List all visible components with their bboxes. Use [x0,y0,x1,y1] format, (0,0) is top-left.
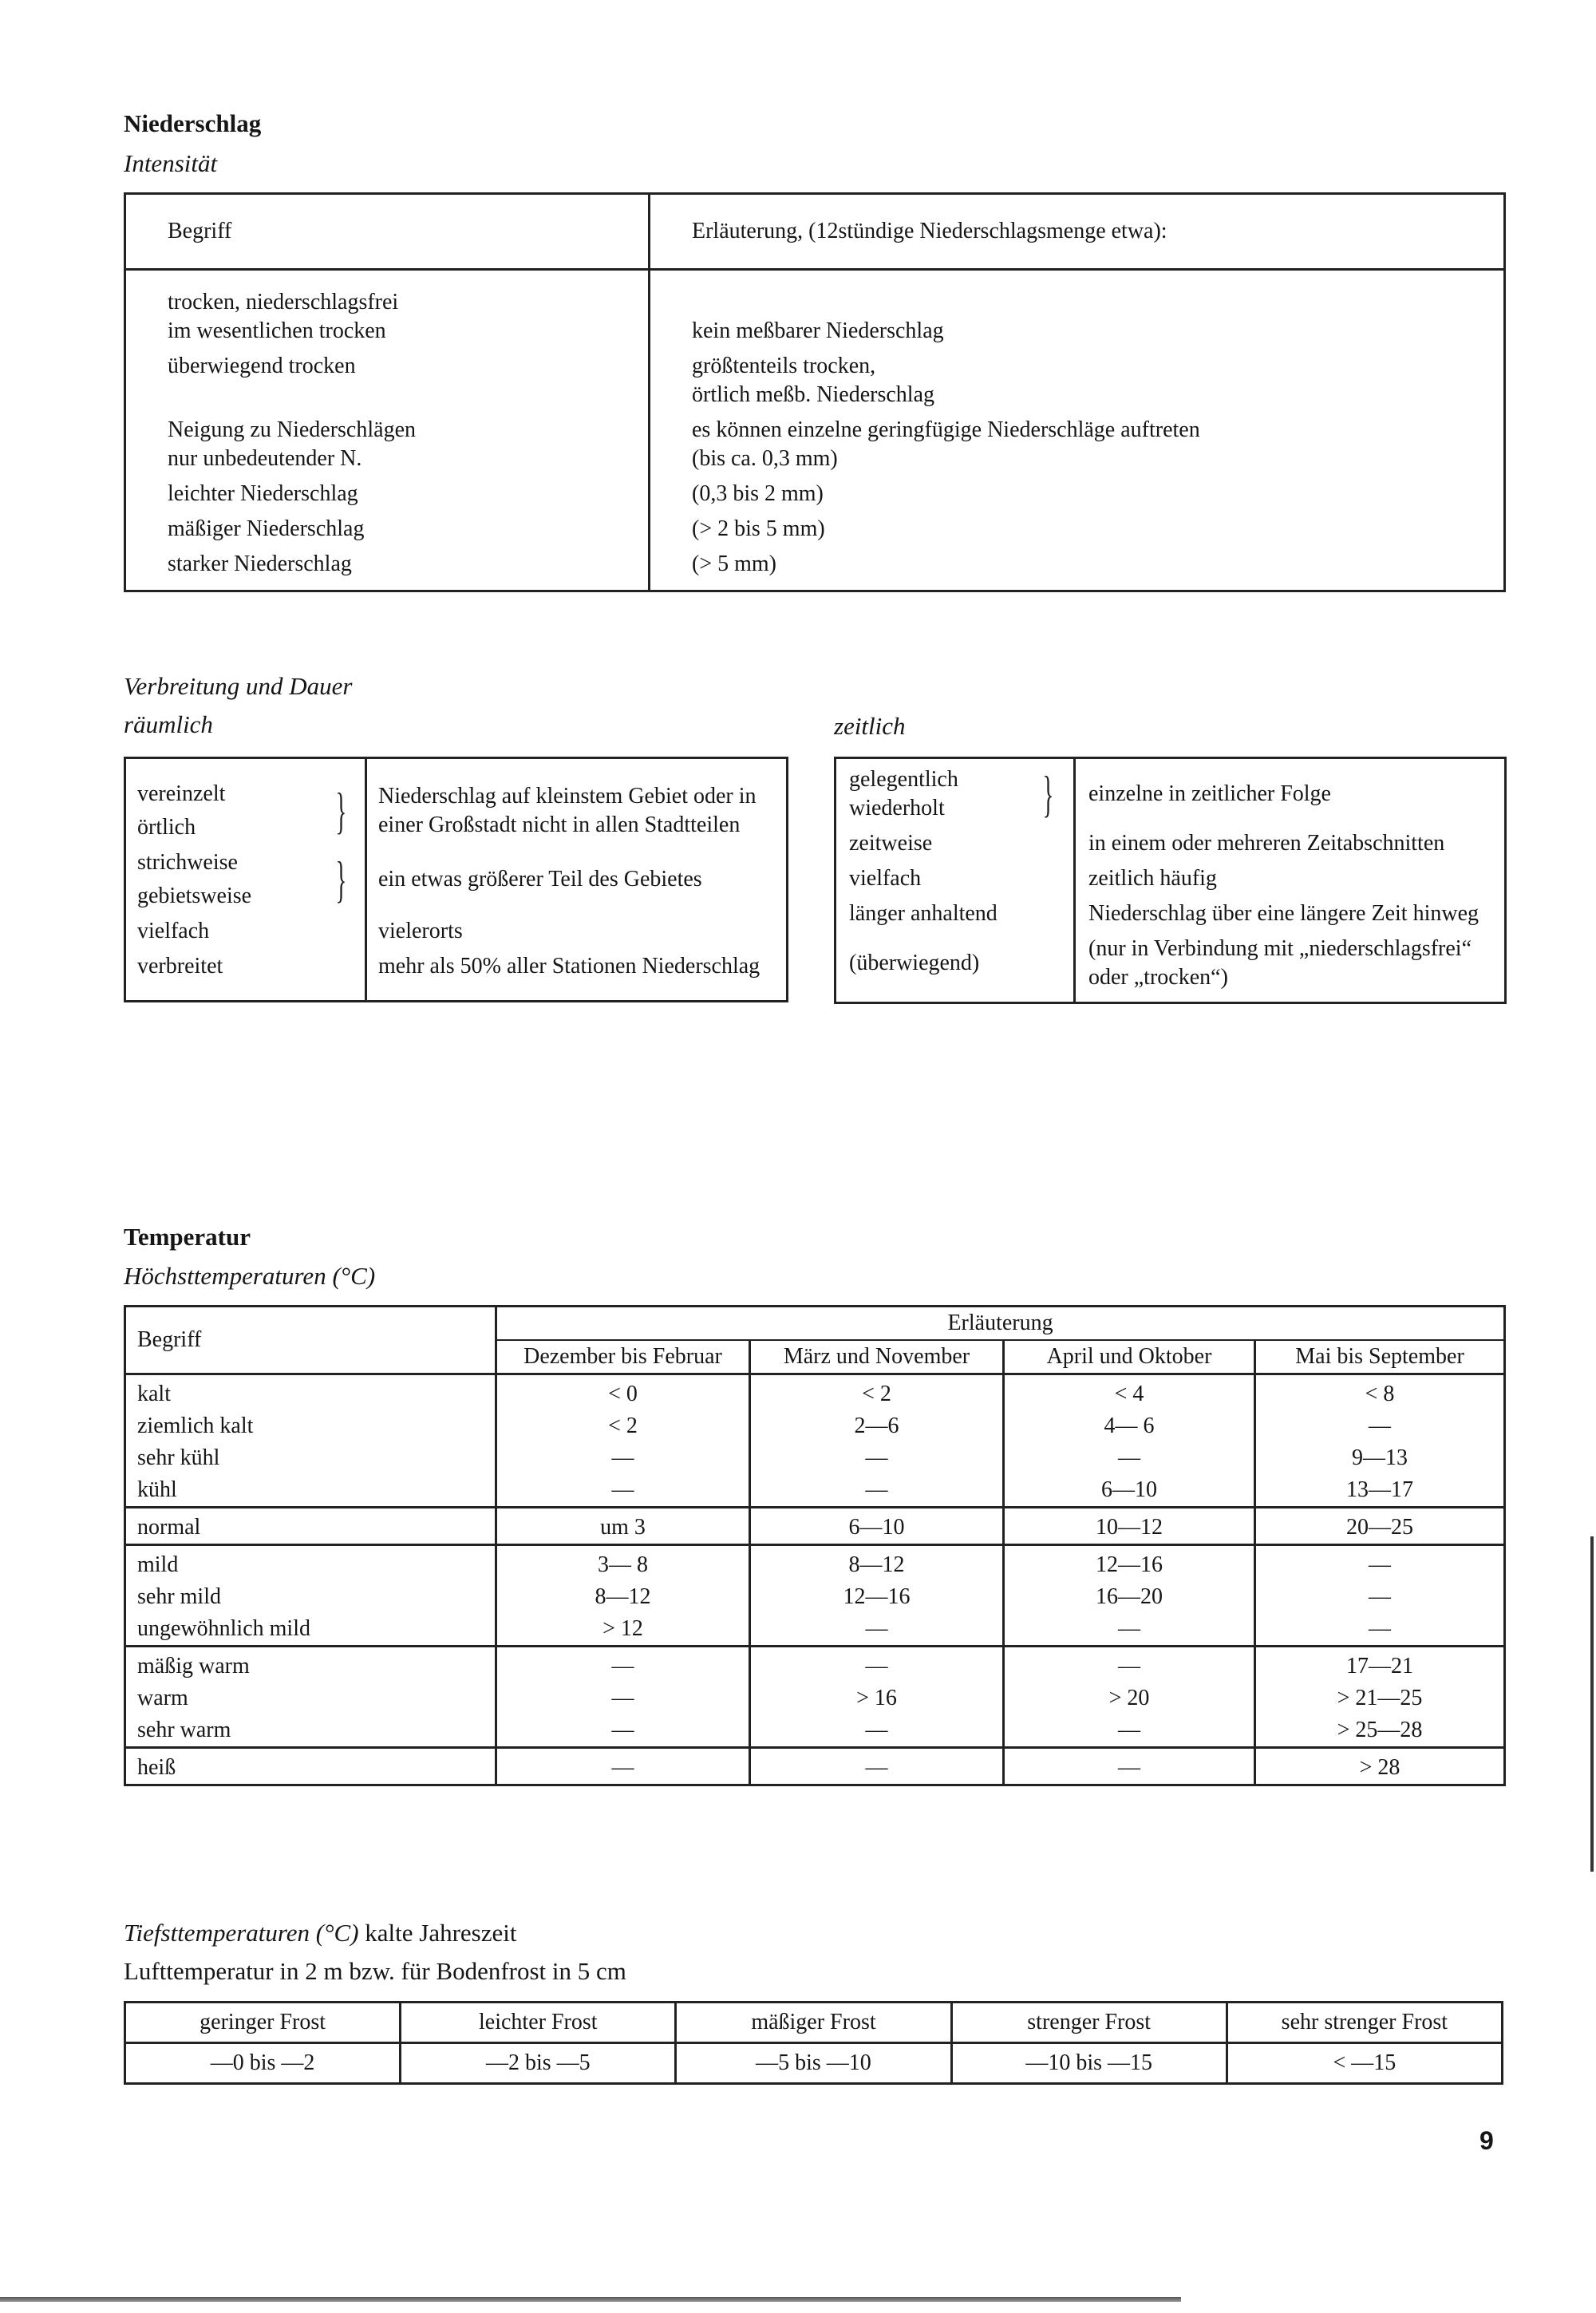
intensity-row [125,512,1505,547]
max-column-header: Dezember bis Februar [496,1340,750,1374]
max-temp-value: — [1004,1748,1255,1785]
brace-mark: } [335,851,347,907]
intensity-term: Neigung zu Niederschlägen nur unbedeutender N. [125,413,650,476]
max-temp-value: < 0 [496,1374,750,1411]
temporal-term-cell [836,896,1075,931]
max-temp-value: — [1255,1545,1505,1582]
max-temp-row [125,1581,1505,1613]
min-temp-note: Lufttemperatur in 2 m bzw. für Bodenfrost in 5 cm [124,1957,626,1985]
max-temp-row [125,1613,1505,1647]
intensity-table [124,192,1506,592]
intensity-term: leichter Niederschlag [125,476,650,512]
max-temp-term: kalt [137,1382,171,1406]
max-temp-value: 9—13 [1255,1442,1505,1474]
intensity-row [125,270,1505,350]
max-temp-term: sehr mild [137,1584,221,1609]
temporal-term-cell [836,931,1075,1003]
intensity-row [125,349,1505,413]
spatial-terms [125,758,366,846]
spatial-desc: mehr als 50% aller Stationen Niederschlag [378,954,760,979]
max-temp-term: ungewöhnlich mild [125,1613,496,1647]
temporal-row [836,826,1506,861]
page-number: 9 [1479,2126,1494,2155]
max-temp-row [125,1410,1505,1442]
max-temp-value: > 20 [1004,1682,1255,1714]
max-temp-term: mäßig warm [137,1654,250,1678]
max-temp-row [125,1647,1505,1683]
temporal-term: gelegentlich wiederholt [849,767,958,820]
intensity-header-term: Begriff [125,194,650,270]
temporal-term-cell [836,758,1075,827]
max-temp-value: — [496,1474,750,1508]
intensity-term: überwiegend trocken [125,349,650,413]
label-zeitlich: zeitlich [834,712,906,740]
temporal-term: vielfach [849,866,922,891]
spatial-desc: ein etwas größerer Teil des Gebietes [378,867,702,892]
min-temp-value: < —15 [1227,2043,1502,2084]
subtitle-intensitaet: Intensität [124,149,218,177]
temporal-desc: (nur in Verbindung mit „niederschlagsfrei“ oder „trocken“) [1088,936,1472,990]
spatial-term: gebietsweise [137,884,252,908]
max-temp-value: 3— 8 [496,1545,750,1582]
min-temp-header: sehr strenger Frost [1227,2003,1502,2043]
intensity-row [125,476,1505,512]
intensity-desc: (> 2 bis 5 mm) [692,516,825,541]
max-temp-term: warm [137,1686,188,1710]
spatial-row [125,914,788,949]
max-temp-value: — [1004,1714,1255,1748]
min-temp-value: —10 bis —15 [951,2043,1227,2084]
section-title-niederschlag: Niederschlag [124,109,262,137]
temporal-term: zeitweise [849,831,933,856]
max-temp-value: — [1255,1581,1505,1613]
intensity-term: trocken, niederschlagsfrei im wesentlichen trocken [125,270,650,350]
min-temp-value: —2 bis —5 [401,2043,676,2084]
max-temp-value: — [1004,1647,1255,1683]
max-temp-value: 12—16 [1004,1545,1255,1582]
max-temp-value: > 25—28 [1255,1714,1505,1748]
intensity-desc: größtenteils trocken, örtlich meßb. Niederschlag [692,354,935,407]
max-temp-value: < 4 [1004,1374,1255,1411]
max-temp-term: sehr kühl [137,1445,220,1470]
max-temp-value: — [1255,1613,1505,1647]
spatial-row [125,845,788,914]
max-temp-value: 4— 6 [1004,1410,1255,1442]
max-column-header: März und November [750,1340,1004,1374]
intensity-desc: (0,3 bis 2 mm) [692,481,824,506]
max-temp-value: > 21—25 [1255,1682,1505,1714]
max-temp-value: um 3 [496,1508,750,1545]
brace-mark: } [335,782,347,839]
temporal-term: länger anhaltend [849,901,998,926]
max-temp-value: < 8 [1255,1374,1505,1411]
subtitle-verbreitung: Verbreitung und Dauer [124,672,353,700]
scan-edge-rule [0,2297,1181,2302]
min-temp-header: strenger Frost [951,2003,1227,2043]
intensity-row [125,413,1505,476]
max-temp-value: — [750,1714,1004,1748]
spatial-distribution-table [124,757,788,1002]
max-temp-value: > 16 [750,1682,1004,1714]
max-header-term: Begriff [125,1307,496,1374]
max-temp-value: 10—12 [1004,1508,1255,1545]
max-temp-row [125,1545,1505,1582]
max-temp-value: — [750,1748,1004,1785]
max-temp-term: normal [125,1508,496,1545]
intensity-header-desc: Erläuterung, (12stündige Niederschlagsmenge etwa): [650,194,1505,270]
intensity-desc: (> 5 mm) [692,552,776,576]
max-temp-row [125,1682,1505,1714]
temporal-distribution-table [834,757,1507,1004]
temporal-row [836,861,1506,896]
max-temp-row [125,1442,1505,1474]
spatial-term: vielfach [137,919,210,943]
temporal-desc: zeitlich häufig [1088,866,1217,891]
max-temp-value: < 2 [750,1374,1004,1411]
spatial-terms [125,949,366,1002]
spatial-terms [125,914,366,949]
max-column-header: April und Oktober [1004,1340,1255,1374]
max-temp-value: — [750,1647,1004,1683]
max-temp-value: 20—25 [1255,1508,1505,1545]
max-temperature-table [124,1305,1506,1786]
min-temp-value: —5 bis —10 [676,2043,951,2084]
temporal-desc: in einem oder mehreren Zeitabschnitten [1088,831,1445,856]
section-title-temperatur: Temperatur [124,1223,251,1251]
temporal-term-cell [836,826,1075,861]
max-temp-value: 6—10 [1004,1474,1255,1508]
spatial-desc: Niederschlag auf kleinstem Gebiet oder in einer Großstadt nicht in allen Stadtteilen [378,784,757,837]
max-temp-value: 16—20 [1004,1581,1255,1613]
spatial-term: örtlich [137,815,196,840]
subtitle-hoechsttemperaturen: Höchsttemperaturen (°C) [124,1262,376,1290]
max-temp-value: — [750,1442,1004,1474]
max-temp-value: 6—10 [750,1508,1004,1545]
max-temp-term: ziemlich kalt [137,1414,254,1438]
max-temp-value: — [496,1748,750,1785]
spatial-desc: vielerorts [378,919,463,943]
subtitle-tiefst-rest: kalte Jahreszeit [365,1919,517,1947]
max-temp-value: 13—17 [1255,1474,1505,1508]
min-temp-header: leichter Frost [401,2003,676,2043]
max-temp-row [125,1474,1505,1508]
spatial-terms [125,845,366,914]
temporal-desc: Niederschlag über eine längere Zeit hinweg [1088,901,1479,926]
min-temp-header: mäßiger Frost [676,2003,951,2043]
max-temp-value: — [496,1647,750,1683]
subtitle-tiefsttemperaturen [124,1919,517,1947]
intensity-row [125,547,1505,591]
label-raeumlich: räumlich [124,710,213,738]
intensity-term: mäßiger Niederschlag [125,512,650,547]
max-temp-value: — [1004,1442,1255,1474]
temporal-row [836,896,1506,931]
max-temp-term: kühl [125,1474,496,1508]
max-temp-value: 8—12 [750,1545,1004,1582]
max-temp-value: — [1004,1613,1255,1647]
max-header-group: Erläuterung [496,1307,1505,1341]
max-temp-value: — [1255,1410,1505,1442]
max-temp-value: > 12 [496,1613,750,1647]
margin-bar [1590,1536,1594,1872]
max-temp-term: heiß [137,1755,176,1780]
intensity-desc: es können einzelne geringfügige Niederschläge auftreten (bis ca. 0,3 mm) [692,417,1200,471]
intensity-term: starker Niederschlag [125,547,650,591]
max-temp-value: — [496,1714,750,1748]
max-temp-row [125,1508,1505,1545]
max-temp-value: 12—16 [750,1581,1004,1613]
max-temp-value: < 2 [496,1410,750,1442]
min-temp-header: geringer Frost [125,2003,401,2043]
max-temp-row [125,1714,1505,1748]
max-temp-row [125,1374,1505,1411]
min-temp-value: —0 bis —2 [210,2050,315,2075]
max-temp-value: 2—6 [750,1410,1004,1442]
intensity-desc: kein meßbarer Niederschlag [692,318,944,343]
max-temp-row [125,1748,1505,1785]
brace-mark: } [1042,765,1054,822]
temporal-row [836,931,1506,1003]
max-column-header: Mai bis September [1255,1340,1505,1374]
max-temp-value: — [750,1613,1004,1647]
max-temp-term: sehr warm [125,1714,496,1748]
max-temp-value: 17—21 [1255,1647,1505,1683]
spatial-row [125,758,788,846]
temporal-term: (überwiegend) [849,951,980,975]
temporal-row [836,758,1506,827]
spatial-term: verbreitet [137,954,223,979]
spatial-row [125,949,788,1002]
subtitle-tiefst-italic: Tiefsttemperaturen (°C) [124,1919,359,1947]
max-temp-value: — [496,1682,750,1714]
temporal-desc: einzelne in zeitlicher Folge [1088,781,1331,806]
spatial-term: strichweise [137,850,238,875]
spatial-term: vereinzelt [137,781,226,806]
max-temp-value: — [750,1474,1004,1508]
max-temp-value: 8—12 [496,1581,750,1613]
max-temp-value: — [496,1442,750,1474]
max-temp-term: mild [137,1552,179,1577]
max-temp-value: > 28 [1255,1748,1505,1785]
min-temperature-table [124,2001,1503,2085]
temporal-term-cell [836,861,1075,896]
